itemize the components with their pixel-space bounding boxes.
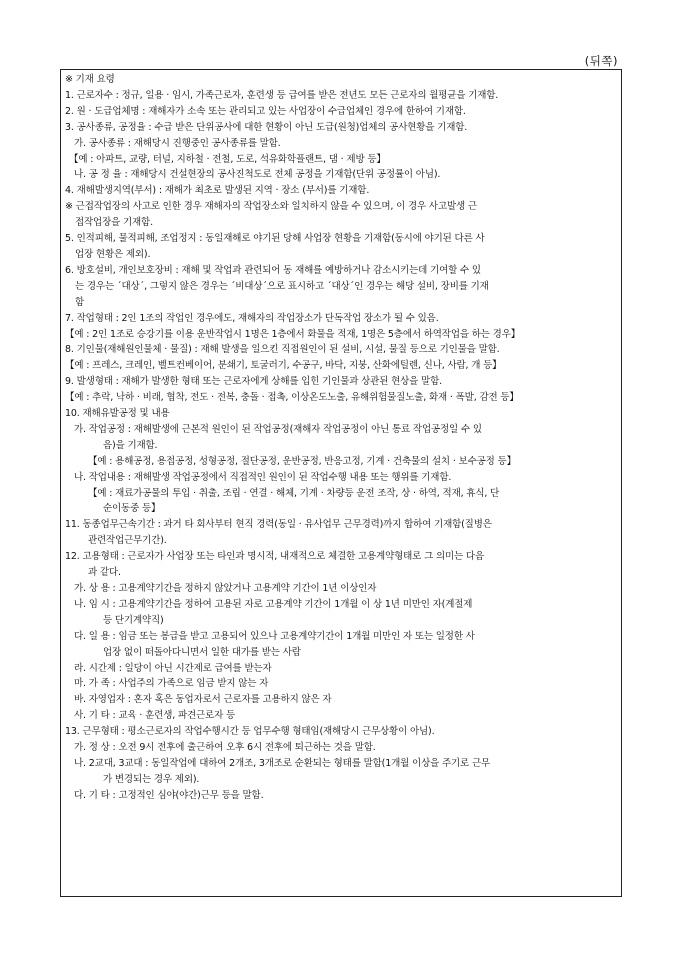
instruction-line: 순이동중 등】 bbox=[103, 503, 161, 515]
instruction-line: 바. 자영업자 : 혼자 혹은 동업자로서 근로자를 고용하지 않은 자 bbox=[74, 694, 332, 706]
instruction-line: 가. 정 상 : 오전 9시 전후에 출근하여 오후 6시 전후에 퇴근하는 것을 말함. bbox=[74, 742, 376, 754]
instruction-line: ※ 근접작업장의 사고로 인한 경우 재해자의 작업장소와 일치하지 않을 수 있으며, 이 경우 사고발생 근 bbox=[65, 201, 477, 213]
instruction-line: 【예 : 용해공정, 용접공정, 성형공정, 절단공정, 운반공정, 반응고정, 기계 · 건축물의 설치 · 보수공정 등】 bbox=[88, 455, 516, 467]
instruction-line: 12. 고용형태 : 근로자가 사업장 또는 타인과 명시적, 내재적으로 체결한 고용계약형태로 그 의미는 다음 bbox=[65, 551, 484, 563]
instruction-line: 나. 임 시 : 고용계약기간을 정하여 고용된 자로 고용계약 기간이 1개월 이 상 1년 미만인 자(계절제 bbox=[74, 598, 473, 610]
instruction-line: 다. 일 용 : 임금 또는 봉급을 받고 고용되어 있으나 고용계약기간이 1개월 미만인 자 또는 일정한 사 bbox=[74, 630, 475, 642]
instruction-line: 관련작업근무기간). bbox=[88, 535, 167, 547]
instruction-line: 가 변경되는 경우 제외). bbox=[103, 773, 200, 785]
instruction-line: 라. 시간제 : 일당이 아닌 시간제로 급여를 받는자 bbox=[74, 662, 272, 674]
instruction-line: 접작업장을 기재함. bbox=[75, 217, 153, 229]
instruction-line: 11. 동종업무근속기간 : 과거 타 회사부터 현직 경력(동일 · 유사업무 근무경력)까지 합하여 기재함(질병은 bbox=[65, 519, 492, 531]
instruction-line: 2. 원 · 도급업체명 : 재해자가 소속 또는 관리되고 있는 사업장이 수급업체인 경우에 한하여 기재함. bbox=[65, 105, 466, 117]
instruction-line: 는 경우는 ´대상´, 그렇지 않은 경우는 ´비대상´으로 표시하고 ´대상´인 경우는 해당 설비, 장비를 기재 bbox=[75, 280, 489, 292]
instruction-line: 【예 : 프레스, 크레인, 벨트컨베이어, 분쇄기, 토굴러기, 수공구, 바닥, 지붕, 산화에틸렌, 신나, 사람, 개 등】 bbox=[65, 360, 502, 372]
instruction-line: 5. 인적피해, 물적피해, 조업정지 : 동일재해로 야기된 당해 사업장 현황을 기재함(동시에 야기된 다른 사 bbox=[65, 233, 485, 245]
instruction-line: 【예 : 2인 1조로 승강기를 이용 운반작업시 1명은 1층에서 화물을 적재, 1명은 5층에서 하역작업을 하는 경우】 bbox=[65, 328, 521, 340]
instruction-line: ※ 기재 요령 bbox=[65, 74, 115, 85]
instruction-line: 1. 근로자수 : 정규, 일용 · 임시, 가족근로자, 훈련생 등 급여를 받은 전년도 모든 근로자의 월평균을 기재함. bbox=[65, 89, 499, 101]
instruction-line: 등 단기계약직) bbox=[103, 614, 164, 626]
instruction-line: 9. 발생형태 : 재해가 발생한 형태 또는 근로자에게 상해를 입힌 기인물과 상관된 현상을 말함. bbox=[65, 376, 442, 388]
instruction-line: 다. 기 타 : 고정적인 심야(야간)근무 등을 말함. bbox=[74, 789, 264, 801]
instruction-line: 음)을 기재함. bbox=[103, 439, 158, 451]
instruction-line: 사. 기 타 : 교육 · 훈련생, 파견근로자 등 bbox=[74, 710, 235, 722]
instruction-line: 13. 근무형태 : 평소근로자의 작업수행시간 등 업무수행 형태임(재해당시 근무상황이 아님). bbox=[65, 726, 435, 738]
instruction-line: 나. 공 정 율 : 재해당시 건설현장의 공사진척도로 전체 공정을 기재함(단위 공정률이 아님). bbox=[74, 169, 441, 181]
instruction-line: 나. 2교대, 3교대 : 동일작업에 대하여 2개조, 3개조로 순환되는 형태를 말함(1개월 이상을 주기로 근무 bbox=[74, 757, 490, 769]
instruction-line: 7. 작업형태 : 2인 1조의 작업인 경우에도, 재해자의 작업장소가 단독작업 장소가 될 수 있음. bbox=[65, 312, 439, 324]
instruction-line: 10. 재해유발공정 및 내용 bbox=[65, 408, 170, 420]
instruction-line: 업장 없이 떠돌아다니면서 일한 대가를 받는 사람 bbox=[103, 646, 301, 658]
instruction-line: 8. 기인물(재해원인물체 · 물질) : 재해 발생을 일으킨 직접원인이 된 설비, 시설, 물질 등으로 기인물을 말함. bbox=[65, 344, 500, 356]
instruction-line: 마. 가 족 : 사업주의 가족으로 임금 받지 않는 자 bbox=[74, 678, 269, 690]
instruction-line: 과 같다. bbox=[88, 567, 121, 579]
instructions-box bbox=[60, 69, 622, 897]
instruction-line: 나. 작업내용 : 재해발생 작업공정에서 직접적인 원인이 된 작업수행 내용 또는 행위를 기재함. bbox=[74, 471, 452, 483]
instruction-line: 【예 : 아파트, 교량, 터널, 지하철 · 전철, 도로, 석유화학플랜트, 댐 · 제방 등】 bbox=[69, 153, 386, 165]
instruction-line: 가. 공사종류 : 재해당시 진행중인 공사종류를 말함. bbox=[74, 137, 281, 149]
instruction-line: 가. 작업공정 : 재해발생에 근본적 원인이 된 작업공정(재해자 작업공정이 아닌 통료 작업공정일 수 있 bbox=[74, 423, 482, 435]
instruction-line: 6. 방호설비, 개인보호장비 : 재해 및 작업과 관련되어 동 재해를 예방하거나 감소시키는데 기여할 수 있 bbox=[65, 264, 481, 276]
instruction-line: 함 bbox=[75, 296, 85, 308]
instruction-line: 【예 : 재료가공물의 투입 · 취출, 조립 · 연결 · 해체, 기계 · 차량등 운전 조작, 상 · 하역, 적재, 휴식, 단 bbox=[88, 487, 500, 499]
instruction-line: 가. 상 용 : 고용계약기간을 정하지 않았거나 고용계약 기간이 1년 이상인자 bbox=[74, 583, 377, 594]
instruction-line: 업장 현황은 제외). bbox=[75, 248, 151, 260]
instruction-line: 4. 재해발생지역(부서) : 재해가 최초로 발생된 지역 · 장소 (부서)를 기재함. bbox=[65, 185, 370, 197]
instruction-line: 3. 공사종류, 공정율 : 수급 받은 단위공사에 대한 현황이 아닌 도급(원청)업체의 공사현황을 기재함. bbox=[65, 121, 468, 133]
page-side-label: (뒤쪽) bbox=[584, 54, 618, 68]
instruction-line: 【예 : 추락, 낙하 · 비래, 협착, 전도 · 전복, 충돌 · 접촉, 이상온도노출, 유해위험물질노출, 화재 · 폭발, 감전 등】 bbox=[65, 392, 519, 404]
